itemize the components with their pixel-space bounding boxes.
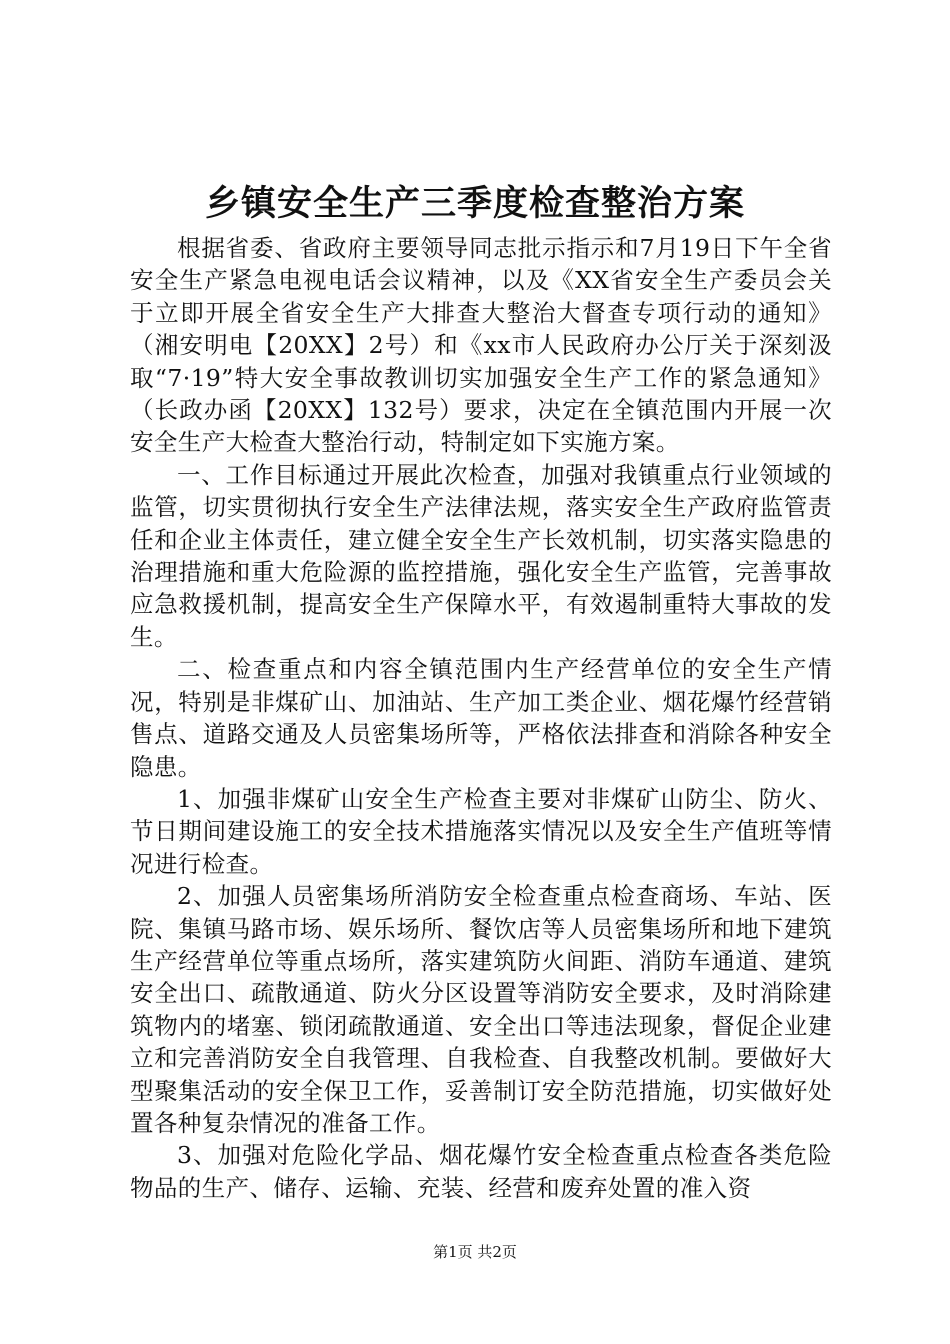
paragraph-inspection-focus: 二、检查重点和内容全镇范围内生产经营单位的安全生产情况，特别是非煤矿山、加油站、生产加工类企业、烟花爆竹经营销售点、道路交通及人员密集场所等，严格依法排查和消除各种安全隐患。	[130, 655, 832, 781]
paragraph-intro: 根据省委、省政府主要领导同志批示指示和7月19日下午全省安全生产紧急电视电话会议精神，以及《XX省安全生产委员会关于立即开展全省安全生产大排查大整治大督查专项行动的通知》（湘安明电【20XX】2号）和《xx市人民政府办公厅关于深刻汲取“7·19”特大安全事故教训切实加强安全生产工作的紧急通知》（长政办函【20XX】132号）要求，决定在全镇范围内开展一次安全生产大检查大整治行动，特制定如下实施方案。	[130, 234, 832, 457]
paragraph-work-goal: 一、工作目标通过开展此次检查，加强对我镇重点行业领域的监管，切实贯彻执行安全生产法律法规，落实安全生产政府监管责任和企业主体责任，建立健全安全生产长效机制，切实落实隐患的治理措施和重大危险源的监控措施，强化安全生产监管，完善事故应急救援机制，提高安全生产保障水平，有效遏制重特大事故的发生。	[130, 460, 832, 651]
paragraph-item-2: 2、加强人员密集场所消防安全检查重点检查商场、车站、医院、集镇马路市场、娱乐场所、餐饮店等人员密集场所和地下建筑生产经营单位等重点场所，落实建筑防火间距、消防车通道、建筑安全出口、疏散通道、防火分区设置等消防安全要求，及时消除建筑物内的堵塞、锁闭疏散通道、安全出口等违法现象，督促企业建立和完善消防安全自我管理、自我检查、自我整改机制。要做好大型聚集活动的安全保卫工作，妥善制订安全防范措施，切实做好处置各种复杂情况的准备工作。	[130, 882, 832, 1137]
document-body	[130, 232, 832, 1204]
paragraph-item-1: 1、加强非煤矿山安全生产检查主要对非煤矿山防尘、防火、节日期间建设施工的安全技术措施落实情况以及安全生产值班等情况进行检查。	[130, 784, 832, 878]
document-title: 乡镇安全生产三季度检查整治方案	[204, 183, 745, 224]
page-number-footer: 第1页 共2页	[433, 1243, 517, 1261]
paragraph-item-3: 3、加强对危险化学品、烟花爆竹安全检查重点检查各类危险物品的生产、储存、运输、充装、经营和废弃处置的准入资	[130, 1141, 832, 1202]
